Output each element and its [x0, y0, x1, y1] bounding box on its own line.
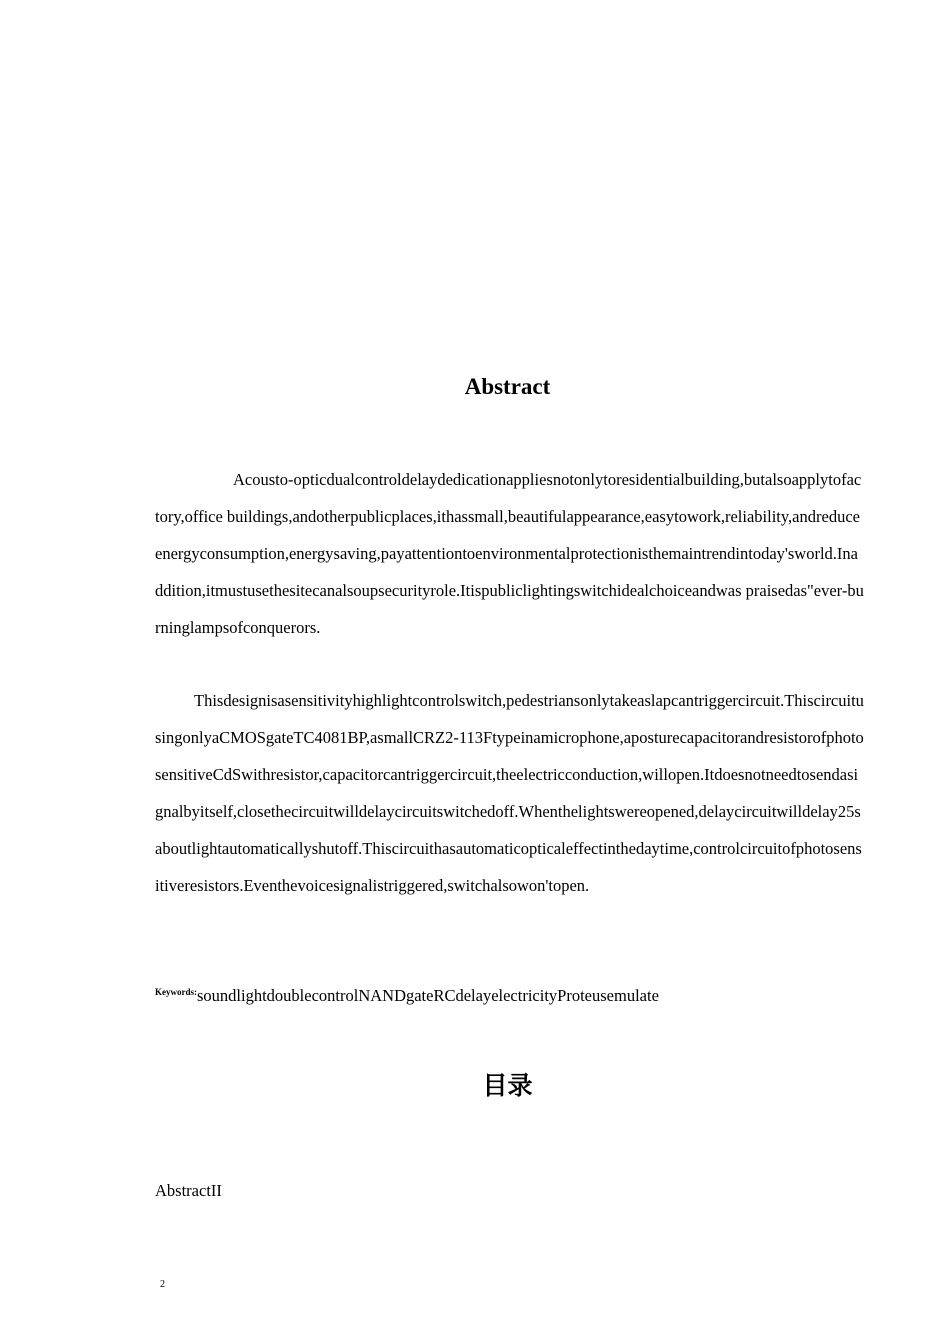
toc-heading: 目录: [482, 1071, 533, 1100]
abstract-paragraph-2: [155, 682, 865, 904]
abstract-paragraph-1: [155, 461, 865, 646]
keywords-line: [155, 978, 865, 1010]
toc-entry-abstract[interactable]: AbstractII: [155, 1181, 222, 1200]
abstract-heading: [155, 372, 860, 402]
keywords-text: soundlightdoublecontrolNANDgateRCdelayelectricityProteusemulate: [197, 986, 659, 1005]
page-number: 2: [160, 1279, 165, 1290]
abstract-paragraph-1-text: Acousto-opticdualcontroldelaydedicationappliesnotonlytoresidentialbuilding,butalsoapplytofactory,office buildings,andotherpublicplaces,ithassmall,beautifulappearance,easytowork,reliability,andreduceenergyconsumption,energysaving,payattentiontoenvironmentalprotectionisthemaintrendintoday'sworld.Inaddition,itmustusethesitecanalsoupsecurityrole.Itispubliclightingswitchidealchoiceandwas praisedas"ever-burninglampsofconquerors.: [155, 470, 864, 637]
abstract-paragraph-2-text: Thisdesignisasensitivityhighlightcontrolswitch,pedestriansonlytakeaslapcantriggercircuit.ThiscircuitusingonlyaCMOSgateTC4081BP,asmallCRZ2-113Ftypeinamicrophone,aposturecapacitorandresistorofphotosensitiveCdSwithresistor,capacitorcantriggercircuit,theelectricconduction,willopen.Itdoesnotneedtosendasignalbyitself,closethecircuitwilldelaycircuitswitchedoff.Whenthelightswereopened,delaycircuitwilldelay25saboutlightautomaticallyshutoff.Thiscircuithasautomaticopticaleffectinthedaytime,controlcircuitofphotosensitiveresistors.Eventhevoicesignalistriggered,switchalsowon'topen.: [155, 691, 864, 895]
keywords-label: Keywords:: [155, 987, 197, 997]
abstract-heading-text: Abstract: [464, 374, 551, 399]
